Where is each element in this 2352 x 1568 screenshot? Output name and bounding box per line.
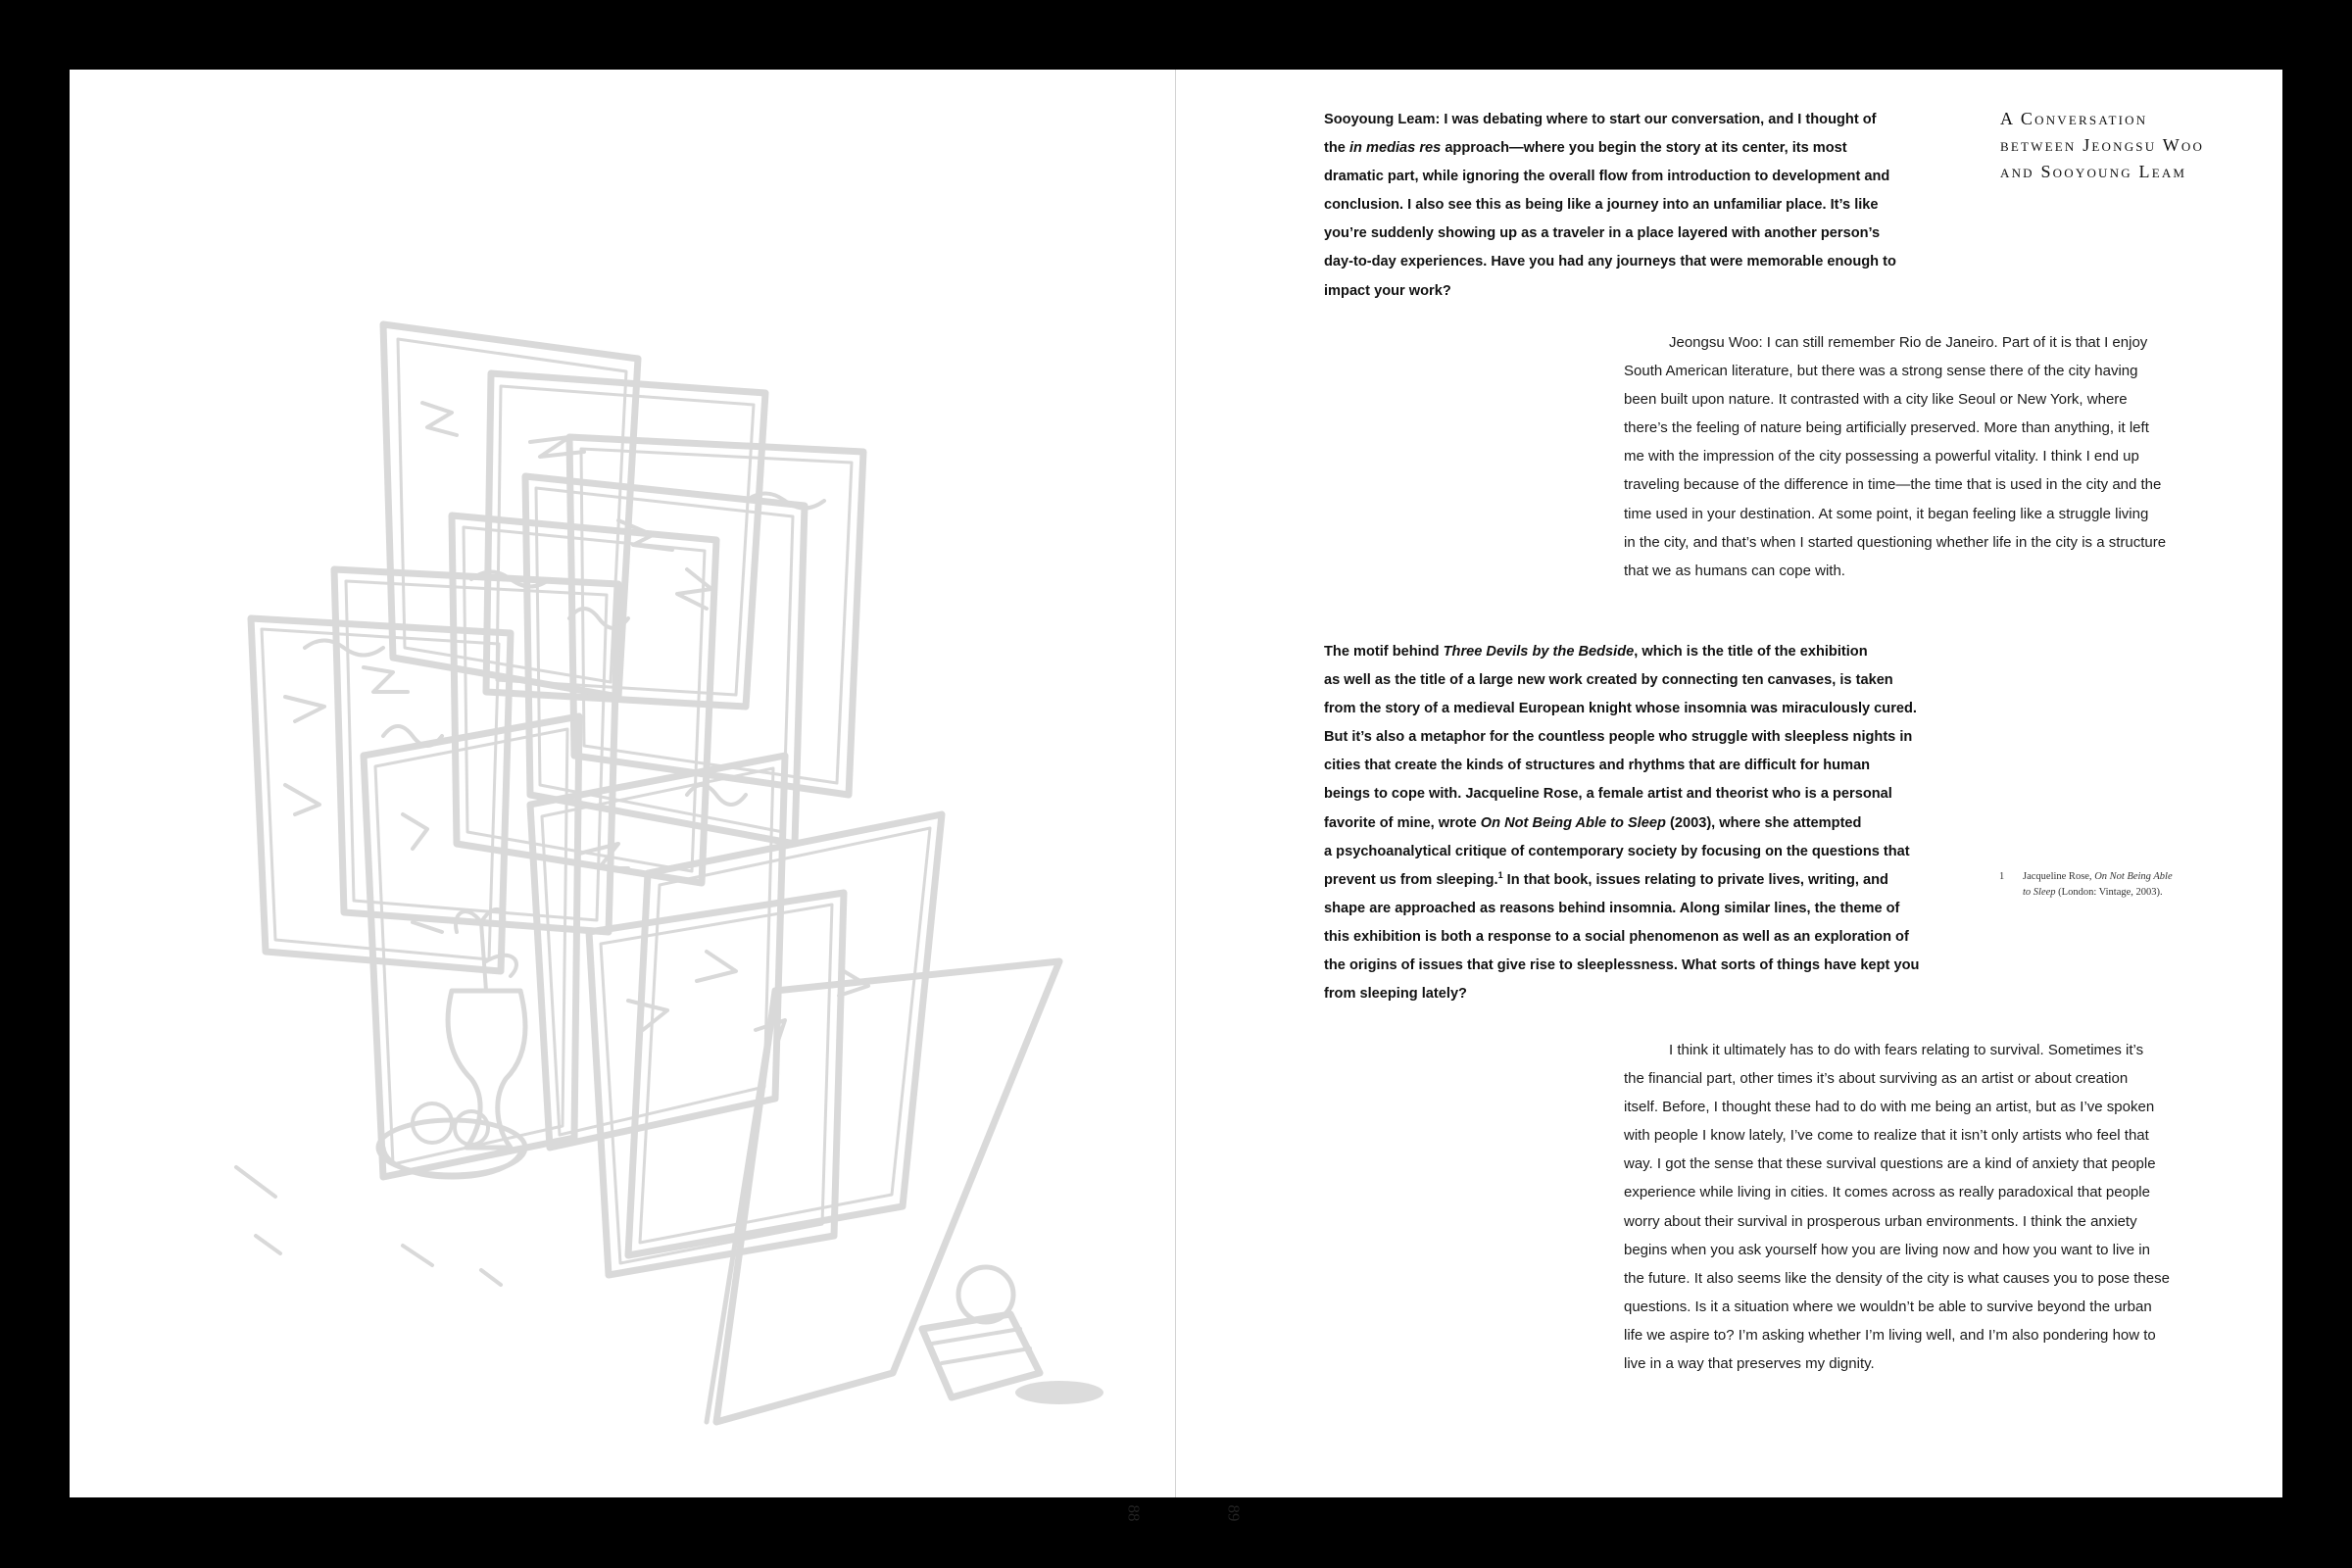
footnote-line-2	[2023, 885, 2229, 901]
a1-line: traveling because of the difference in time—the time that is used in the city and the	[1624, 476, 2162, 494]
page-number-left: 88	[1124, 1504, 1144, 1522]
q1-line: dramatic part, while ignoring the overall flow from introduction to development and	[1324, 169, 1890, 185]
footnote-line2-suffix: (London: Vintage, 2003).	[2055, 887, 2163, 898]
a1-line: been built upon nature. It contrasted with a city like Seoul or New York, where	[1624, 391, 2128, 409]
a2-line: live in a way that preserves my dignity.	[1624, 1355, 1875, 1373]
a2-line: worry about their survival in prosperous urban environments. I think the anxiety	[1624, 1212, 2137, 1230]
q2-line7-suffix: (2003), where she attempted	[1665, 814, 1862, 831]
q2-line1-italic: Three Devils by the Bedside	[1443, 644, 1635, 660]
a2-line: way. I got the sense that these survival questions are a kind of anxiety that people	[1624, 1155, 2156, 1173]
q2-line: from the story of a medieval European knight whose insomnia was miraculously cured.	[1324, 701, 1917, 717]
left-page	[70, 70, 1176, 1522]
question-1	[1324, 106, 1932, 306]
q2-line1-suffix: , which is the title of the exhibition	[1634, 644, 1868, 660]
a1-line: in the city, and that’s when I started questioning whether life in the city is a structure	[1624, 533, 2167, 551]
a2-line: begins when you ask yourself how you are living now and how you want to live in	[1624, 1241, 2150, 1258]
q1-line2-rest: approach—where you begin the story at its center, its most	[1445, 140, 1847, 157]
q2-line9-prefix: prevent us from sleeping.	[1324, 871, 1498, 888]
q2-line7-prefix: favorite of mine, wrote	[1324, 814, 1481, 831]
q2-line	[1324, 866, 1932, 895]
q1-line2-italic: in medias res	[1348, 140, 1442, 157]
a2-line: experience while living in cities. It comes across as really paradoxical that people	[1624, 1184, 2150, 1201]
q2-line: as well as the title of a large new work created by connecting ten canvases, is taken	[1324, 672, 1893, 689]
a1-line: that we as humans can cope with.	[1624, 562, 1845, 579]
footnote-line1-italic: On Not Being Able	[2094, 871, 2173, 882]
q2-line7-italic: On Not Being Able to Sleep	[1480, 814, 1666, 831]
a2-line: questions. Is it a situation where we wouldn’t be able to survive beyond the urban	[1624, 1298, 2152, 1315]
page-number-right: 89	[1224, 1504, 1244, 1522]
a2-line: I think it ultimately has to do with fears relating to survival. Sometimes it’s	[1669, 1042, 2144, 1058]
footnote-line-1	[2023, 869, 2229, 885]
footnote-ref-1[interactable]: 1	[1497, 869, 1503, 880]
question-2	[1324, 638, 1932, 1008]
q2-line: this exhibition is both a response to a social phenomenon as well as an exploration of	[1324, 928, 1909, 945]
a1-line: me with the impression of the city possessing a powerful vitality. I think I end up	[1624, 448, 2139, 466]
article-title	[2000, 106, 2275, 185]
q1-line: Sooyoung Leam: I was debating where to start our conversation, and I thought of	[1324, 112, 1877, 127]
a2-line: with people I know lately, I’ve come to realize that it isn’t only artists who feel that	[1624, 1127, 2149, 1145]
q2-line: cities that create the kinds of structures and rhythms that are difficult for human	[1324, 758, 1871, 774]
a2-line: itself. Before, I thought these had to do with me being an artist, but as I’ve spoken	[1624, 1099, 2155, 1116]
footnote-number: 1	[1999, 871, 2005, 882]
answer-1	[1624, 328, 2231, 585]
a2-line: life we aspire to? I’m asking whether I’m living well, and I’m also pondering how to	[1624, 1326, 2156, 1344]
q2-line: shape are approached as reasons behind insomnia. Along similar lines, the theme of	[1324, 900, 1900, 916]
q1-line: impact your work?	[1324, 282, 1451, 299]
a1-line: time used in your destination. At some point, it began feeling like a struggle living	[1624, 505, 2149, 522]
q2-line: beings to cope with. Jacqueline Rose, a female artist and theorist who is a personal	[1324, 786, 1892, 803]
a2-line: the financial part, other times it’s about surviving as an artist or about creation	[1624, 1070, 2129, 1088]
title-line-2: between Jeongsu Woo	[2000, 135, 2205, 155]
q2-line1-prefix: The motif behind	[1324, 644, 1444, 660]
footnote-text	[2023, 869, 2229, 901]
answer-2	[1624, 1036, 2231, 1378]
q1-line	[1324, 134, 1932, 163]
a1-line: Jeongsu Woo: I can still remember Rio de Janeiro. Part of it is that I enjoy	[1669, 334, 2148, 351]
q1-line: conclusion. I also see this as being like a journey into an unfamiliar place. It’s like	[1324, 197, 1879, 214]
q1-line: you’re suddenly showing up as a traveler in a place layered with another person’s	[1324, 225, 1881, 242]
q2-line9-suffix: In that book, issues relating to private lives, writing, and	[1502, 871, 1888, 888]
footnote-line2-italic: to Sleep	[2023, 887, 2056, 898]
q2-line: a psychoanalytical critique of contemporary society by focusing on the questions that	[1324, 843, 1910, 859]
q1-line2-prefix: the	[1324, 140, 1349, 157]
q1-line: day-to-day experiences. Have you had any journeys that were memorable enough to	[1324, 254, 1896, 270]
a2-line: the future. It also seems like the density of the city is what causes you to pose these	[1624, 1269, 2170, 1287]
right-page	[1176, 70, 2282, 1522]
q2-line: But it’s also a metaphor for the countless people who struggle with sleepless nights in	[1324, 729, 1913, 746]
footnote-line1-prefix: Jacqueline Rose,	[2023, 871, 2095, 882]
q2-line	[1324, 809, 1932, 838]
title-line-3: and Sooyoung Leam	[2000, 162, 2187, 181]
q2-line	[1324, 638, 1932, 666]
q2-line: from sleeping lately?	[1324, 986, 1467, 1003]
canvases-sketch-illustration	[158, 246, 1118, 1461]
a1-line: there’s the feeling of nature being artificially preserved. More than anything, it left	[1624, 419, 2149, 437]
q2-line: the origins of issues that give rise to sleeplessness. What sorts of things have kept you	[1324, 957, 1920, 974]
a1-line: South American literature, but there was a strong sense there of the city having	[1624, 363, 2138, 380]
title-line-1: A Conversation	[2000, 109, 2148, 128]
